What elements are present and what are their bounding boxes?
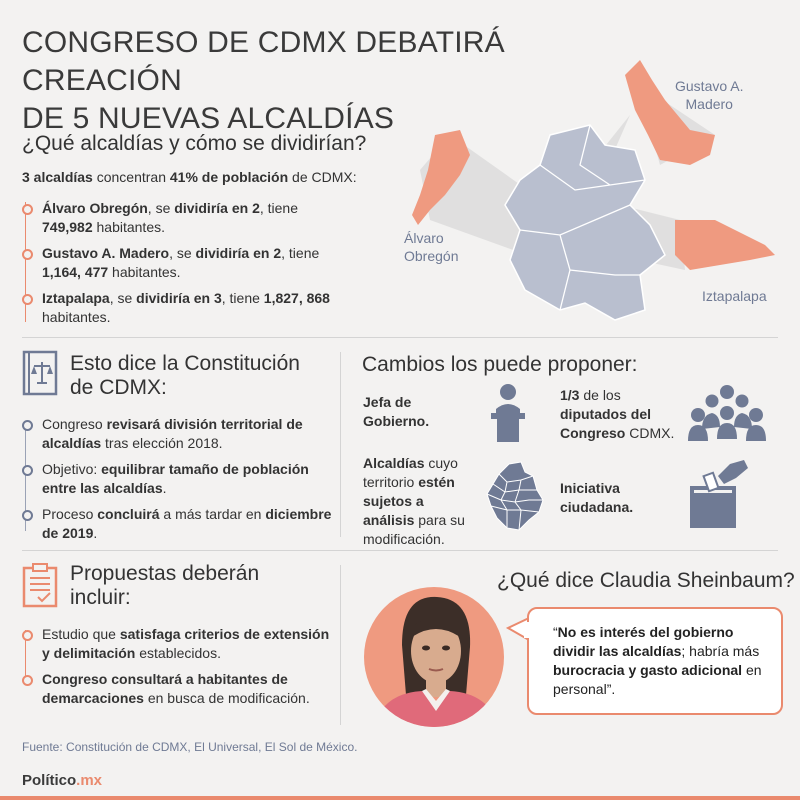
section-heading-sheinbaum: ¿Qué dice Claudia Sheinbaum?: [497, 569, 795, 592]
quote-bubble: [527, 607, 783, 715]
bullet-dot: [22, 249, 33, 260]
clipboard-icon: [22, 562, 58, 608]
bullet-dot: [22, 510, 33, 521]
book-icon: [22, 350, 60, 396]
footer-accent-bar: [0, 796, 800, 800]
proposals-list: [22, 625, 337, 715]
map-label-gustavo-madero: Gustavo A. Madero: [675, 78, 744, 112]
map-label-alvaro-obregon: Álvaro Obregón: [404, 230, 459, 264]
bullet-dot: [22, 294, 33, 305]
bullet-dot: [22, 204, 33, 215]
group-people-icon: [686, 383, 768, 443]
section-heading-cambios: Cambios los puede proponer:: [362, 353, 638, 376]
quote-text: “No es interés del gobierno dividir las alcaldías; habría más burocracia y gasto adicional en personal”.: [553, 624, 762, 697]
intro-text: 3 alcaldías concentran 41% de población de CDMX:: [22, 169, 357, 185]
title-line-1: CONGRESO DE CDMX DEBATIRÁ CREACIÓN: [22, 26, 505, 97]
source-note: Fuente: Constitución de CDMX, El Universal, El Sol de México.: [22, 740, 358, 754]
bullet-dot: [22, 465, 33, 476]
divider-middle-bottom: [340, 565, 341, 725]
divider-middle: [340, 352, 341, 537]
bullet-dot: [22, 675, 33, 686]
cdmx-silhouette: [505, 125, 665, 320]
alcaldias-list: [22, 199, 342, 334]
cdmx-map-icon: [485, 460, 545, 532]
list-item: Estudio que satisfaga criterios de extensión y delimitación establecidos.: [22, 625, 337, 663]
list-item: Proceso concluirá a más tardar en diciembre de 2019.: [22, 505, 337, 543]
list-item: Objetivo: equilibrar tamaño de población entre las alcaldías.: [22, 460, 337, 498]
list-item: Iztapalapa, se dividiría en 3, tiene 1,827, 868 habitantes.: [22, 289, 342, 327]
ballot-box-icon: [688, 458, 752, 530]
bullet-dot: [22, 420, 33, 431]
iztapalapa-shape: [675, 220, 775, 270]
pointer-mask: [524, 622, 532, 638]
divider-bottom: [22, 550, 778, 551]
section-heading-alcaldias: ¿Qué alcaldías y cómo se dividirían?: [22, 132, 367, 155]
jefa-de-gobierno-text: Jefa de Gobierno.: [363, 394, 430, 429]
claudia-sheinbaum-portrait: [362, 585, 507, 730]
list-item: Congreso revisará división territorial de alcaldías tras elección 2018.: [22, 415, 337, 453]
list-item: Congreso consultará a habitantes de demarcaciones en busca de modificación.: [22, 670, 337, 708]
section-heading-propuestas: Propuestas deberán incluir:: [70, 562, 260, 609]
diputados-text: 1/3 de los diputados del Congreso CDMX.: [560, 387, 675, 441]
map-label-iztapalapa: Iztapalapa: [702, 288, 767, 304]
bullet-dot: [22, 630, 33, 641]
section-heading-constitucion: Esto dice la Constitución de CDMX:: [70, 352, 300, 399]
title-line-2: DE 5 NUEVAS ALCALDÍAS: [22, 102, 395, 135]
politico-logo: Político.mx: [22, 772, 103, 789]
list-item: Álvaro Obregón, se dividiría en 2, tiene 749,982 habitantes.: [22, 199, 342, 237]
iniciativa-ciudadana-text: Iniciativa ciudadana.: [560, 480, 634, 515]
divider-top: [22, 337, 778, 338]
constitution-list: [22, 415, 337, 550]
podium-icon: [488, 383, 528, 443]
list-item: Gustavo A. Madero, se dividiría en 2, tiene 1,164, 477 habitantes.: [22, 244, 342, 282]
alcaldias-analisis-text: Alcaldías cuyo territorio estén sujetos a análisis para su modificación.: [363, 455, 465, 547]
